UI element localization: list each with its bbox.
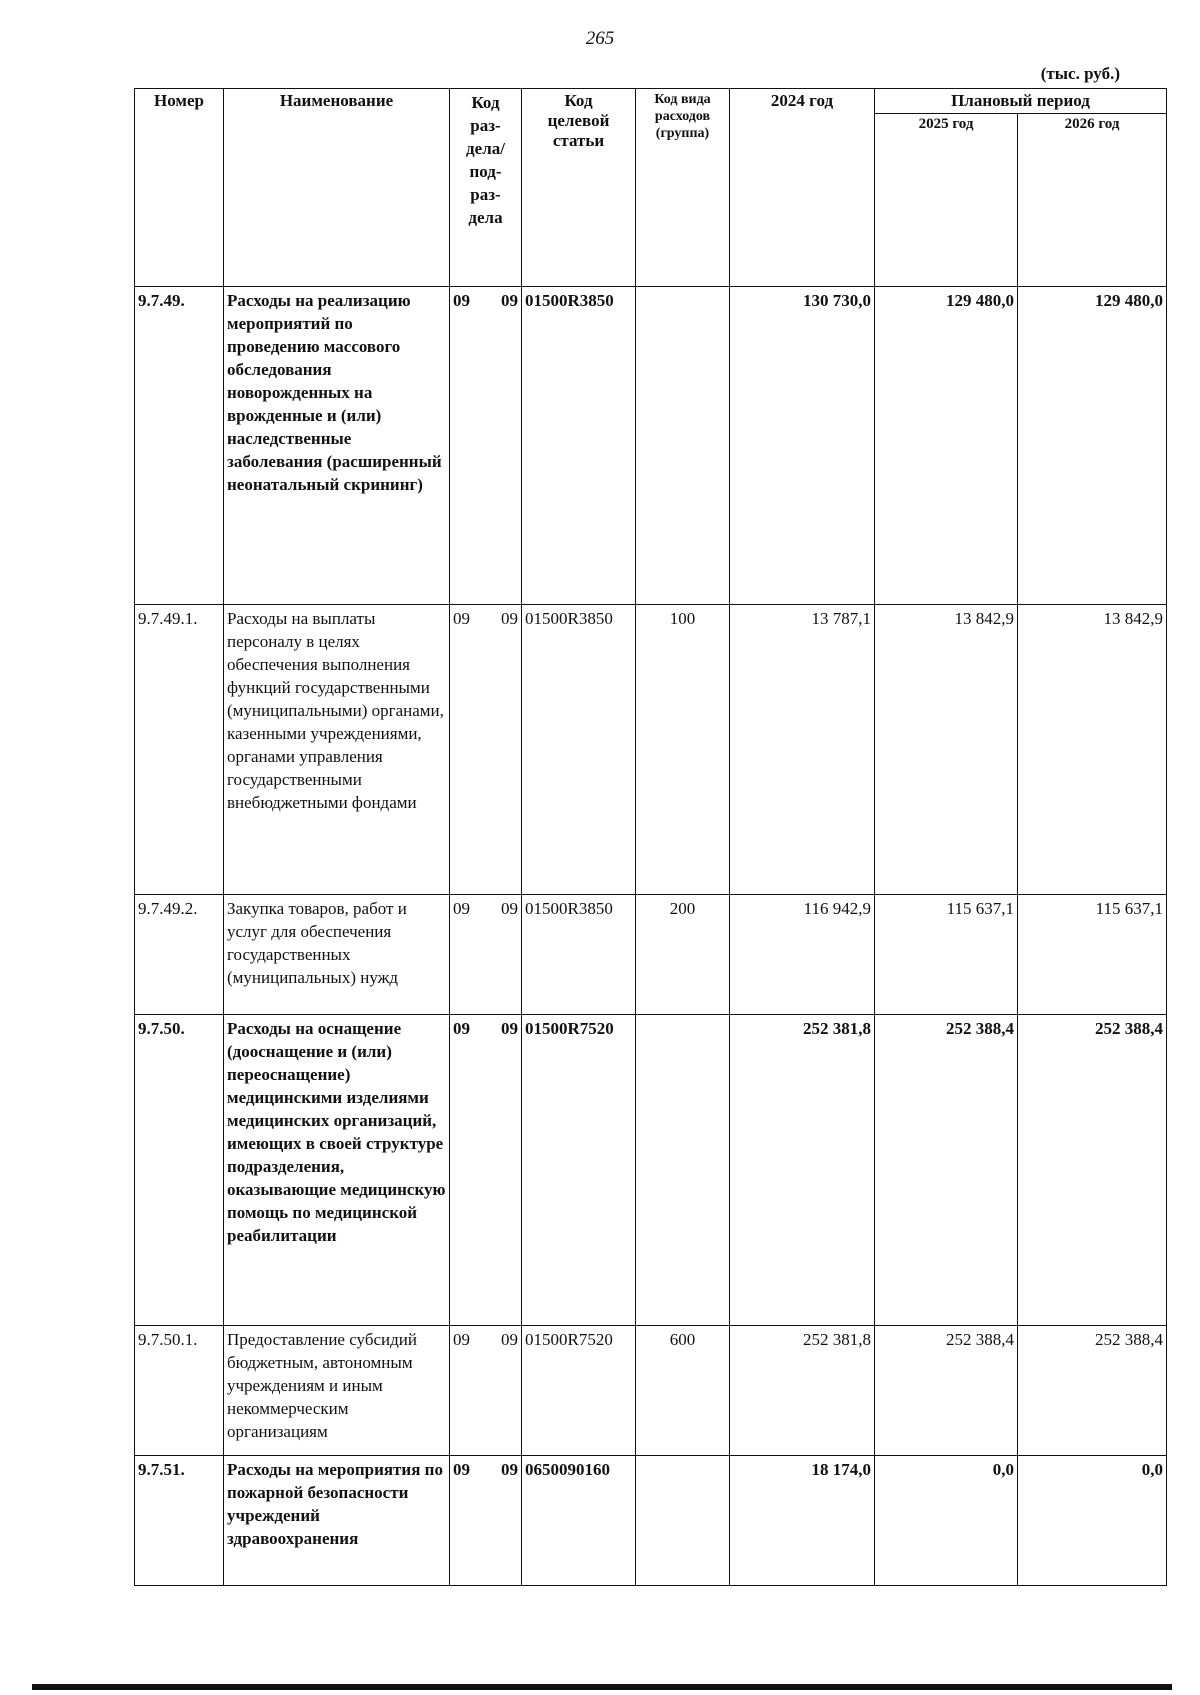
row-razdel-code: 09 xyxy=(453,1460,470,1479)
row-2026: 252 388,4 xyxy=(1018,1015,1167,1326)
table-row xyxy=(135,1326,1167,1456)
table-row xyxy=(135,1015,1167,1326)
row-2025: 252 388,4 xyxy=(875,1326,1018,1456)
row-2026: 0,0 xyxy=(1018,1456,1167,1586)
row-target-code: 01500R3850 xyxy=(522,895,636,1015)
table-body xyxy=(135,287,1167,1586)
row-vid xyxy=(636,287,730,605)
units-label: (тыс. руб.) xyxy=(1040,64,1120,83)
row-target-code: 01500R7520 xyxy=(522,1326,636,1456)
row-razdel xyxy=(450,895,522,1015)
header-razdel-line: под- xyxy=(469,162,502,181)
row-podrazdel-code: 09 xyxy=(501,291,518,310)
header-target-line: Код xyxy=(564,91,593,110)
row-razdel xyxy=(450,605,522,895)
row-name: Предоставление субсидий бюджетным, автономным учреждениям и иным некоммерческим организациям xyxy=(224,1326,450,1456)
row-name: Расходы на выплаты персоналу в целях обеспечения выполнения функций государственными (муниципальными) органами, казенными учреждениями, органами управления государственными внебюджетными фондами xyxy=(224,605,450,895)
footer-rule xyxy=(32,1684,1172,1690)
header-vid-line: Код вида xyxy=(654,92,711,107)
header-row-1 xyxy=(135,89,1167,114)
row-name: Расходы на оснащение (дооснащение и (или) переоснащение) медицинскими изделиями медицинских организаций, имеющих в своей структуре подразделения, оказывающие медицинскую помощь по медицинской реабилитации xyxy=(224,1015,450,1326)
row-2025: 0,0 xyxy=(875,1456,1018,1586)
row-2024: 116 942,9 xyxy=(730,895,875,1015)
header-razdel-line: дела xyxy=(468,208,503,227)
header-razdel xyxy=(450,89,522,287)
row-razdel xyxy=(450,287,522,605)
row-name: Расходы на мероприятия по пожарной безопасности учреждений здравоохранения xyxy=(224,1456,450,1586)
header-planned-period: Плановый период xyxy=(875,89,1167,114)
row-number: 9.7.49. xyxy=(135,287,224,605)
header-razdel-line: раз- xyxy=(470,116,501,135)
row-target-code: 01500R7520 xyxy=(522,1015,636,1326)
budget-table xyxy=(134,88,1167,1586)
row-podrazdel-code: 09 xyxy=(501,899,518,918)
row-2026: 13 842,9 xyxy=(1018,605,1167,895)
row-podrazdel-code: 09 xyxy=(501,1460,518,1479)
row-target-code: 01500R3850 xyxy=(522,287,636,605)
row-2024: 130 730,0 xyxy=(730,287,875,605)
row-2025: 13 842,9 xyxy=(875,605,1018,895)
header-vid xyxy=(636,89,730,287)
row-number: 9.7.50.1. xyxy=(135,1326,224,1456)
header-vid-line: расходов xyxy=(654,109,711,124)
table-row xyxy=(135,287,1167,605)
header-razdel-line: раз- xyxy=(470,185,501,204)
row-number: 9.7.49.2. xyxy=(135,895,224,1015)
header-razdel-line: дела/ xyxy=(466,139,505,158)
row-name: Закупка товаров, работ и услуг для обеспечения государственных (муниципальных) нужд xyxy=(224,895,450,1015)
row-vid: 200 xyxy=(636,895,730,1015)
row-2026: 129 480,0 xyxy=(1018,287,1167,605)
row-razdel-code: 09 xyxy=(453,899,470,918)
row-razdel-code: 09 xyxy=(453,1019,470,1038)
row-vid xyxy=(636,1015,730,1326)
header-razdel-line: Код xyxy=(471,93,500,112)
table-row xyxy=(135,605,1167,895)
table-row xyxy=(135,895,1167,1015)
row-2025: 129 480,0 xyxy=(875,287,1018,605)
row-vid xyxy=(636,1456,730,1586)
row-2026: 252 388,4 xyxy=(1018,1326,1167,1456)
row-target-code: 0650090160 xyxy=(522,1456,636,1586)
row-2024: 252 381,8 xyxy=(730,1015,875,1326)
header-2024: 2024 год xyxy=(730,89,875,287)
row-number: 9.7.50. xyxy=(135,1015,224,1326)
header-target-line: целевой xyxy=(547,111,610,130)
row-razdel-code: 09 xyxy=(453,609,470,628)
row-target-code: 01500R3850 xyxy=(522,605,636,895)
row-razdel-code: 09 xyxy=(453,291,470,310)
row-razdel xyxy=(450,1326,522,1456)
row-2024: 13 787,1 xyxy=(730,605,875,895)
header-name: Наименование xyxy=(224,89,450,287)
header-target-line: статьи xyxy=(552,131,605,150)
header-2025: 2025 год xyxy=(875,114,1018,287)
row-2025: 252 388,4 xyxy=(875,1015,1018,1326)
page-number: 265 xyxy=(585,28,615,49)
row-podrazdel-code: 09 xyxy=(501,609,518,628)
row-number: 9.7.49.1. xyxy=(135,605,224,895)
row-razdel-code: 09 xyxy=(453,1330,470,1349)
header-2026: 2026 год xyxy=(1018,114,1167,287)
header-target xyxy=(522,89,636,287)
header-number: Номер xyxy=(135,89,224,287)
row-2024: 252 381,8 xyxy=(730,1326,875,1456)
row-podrazdel-code: 09 xyxy=(501,1330,518,1349)
table-row xyxy=(135,1456,1167,1586)
row-vid: 100 xyxy=(636,605,730,895)
row-razdel xyxy=(450,1456,522,1586)
row-2024: 18 174,0 xyxy=(730,1456,875,1586)
row-2025: 115 637,1 xyxy=(875,895,1018,1015)
header-vid-line: (группа) xyxy=(655,126,710,141)
row-podrazdel-code: 09 xyxy=(501,1019,518,1038)
row-vid: 600 xyxy=(636,1326,730,1456)
row-name: Расходы на реализацию мероприятий по проведению массового обследования новорожденных на врожденные и (или) наследственные заболевания (расширенный неонатальный скрининг) xyxy=(224,287,450,605)
row-razdel xyxy=(450,1015,522,1326)
row-2026: 115 637,1 xyxy=(1018,895,1167,1015)
row-number: 9.7.51. xyxy=(135,1456,224,1586)
